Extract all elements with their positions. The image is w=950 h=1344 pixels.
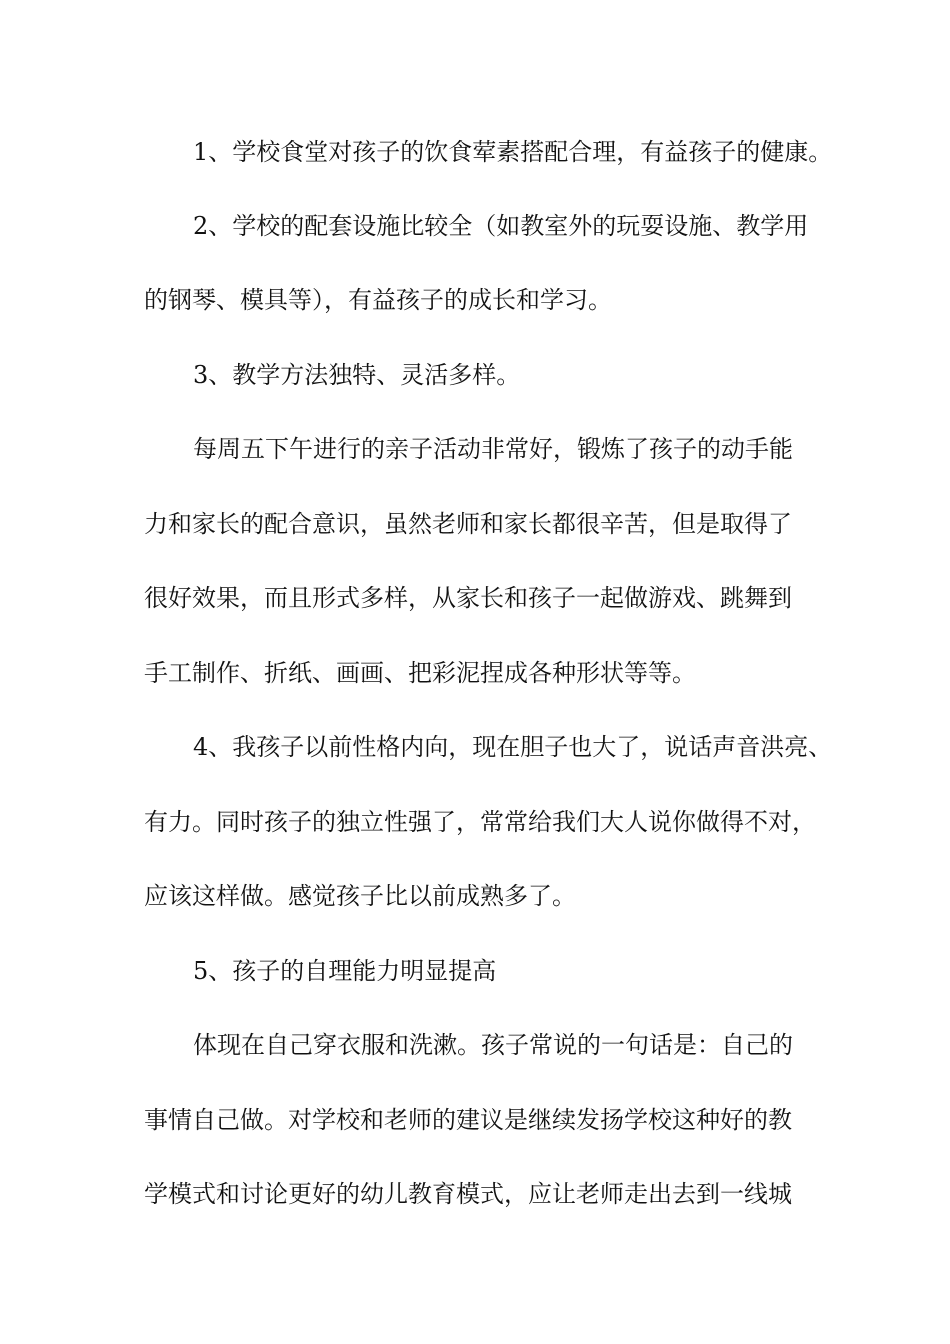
- paragraph-line-1: 1、学校食堂对孩子的饮食荤素搭配合理，有益孩子的健康。: [193, 138, 833, 166]
- paragraph-line-12: 5、孩子的自理能力明显提高: [193, 957, 497, 985]
- paragraph-line-10: 有力。同时孩子的独立性强了，常常给我们大人说你做得不对，: [144, 808, 816, 836]
- paragraph-line-11: 应该这样做。感觉孩子比以前成熟多了。: [144, 882, 576, 910]
- paragraph-line-5: 每周五下午进行的亲子活动非常好，锻炼了孩子的动手能: [193, 435, 793, 463]
- paragraph-line-7: 很好效果，而且形式多样，从家长和孩子一起做游戏、跳舞到: [144, 584, 792, 612]
- paragraph-line-2: 2、学校的配套设施比较全（如教室外的玩耍设施、教学用: [193, 212, 809, 240]
- paragraph-line-3: 的钢琴、模具等），有益孩子的成长和学习。: [144, 286, 612, 314]
- paragraph-line-13: 体现在自己穿衣服和洗漱。孩子常说的一句话是：自己的: [193, 1031, 793, 1059]
- paragraph-line-8: 手工制作、折纸、画画、把彩泥捏成各种形状等等。: [144, 659, 696, 687]
- paragraph-line-4: 3、教学方法独特、灵活多样。: [193, 361, 521, 389]
- paragraph-line-9: 4、我孩子以前性格内向，现在胆子也大了，说话声音洪亮、: [193, 733, 833, 761]
- paragraph-line-15: 学模式和讨论更好的幼儿教育模式，应让老师走出去到一线城: [144, 1180, 792, 1208]
- paragraph-line-14: 事情自己做。对学校和老师的建议是继续发扬学校这种好的教: [144, 1106, 792, 1134]
- paragraph-line-6: 力和家长的配合意识，虽然老师和家长都很辛苦，但是取得了: [144, 510, 792, 538]
